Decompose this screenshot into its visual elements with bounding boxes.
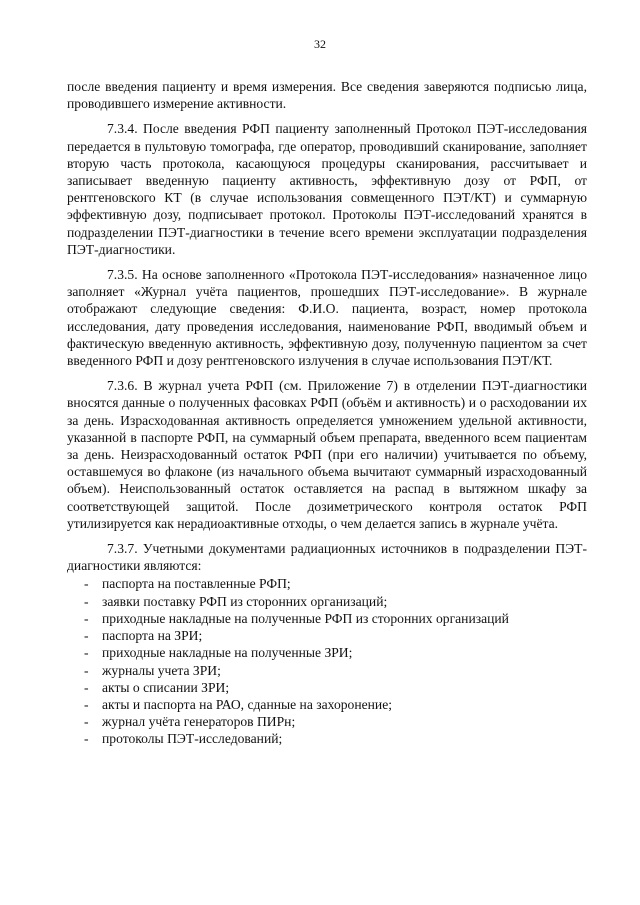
paragraph-7-3-4: 7.3.4. После введения РФП пациенту заполненный Протокол ПЭТ-исследования передается в пультовую томографа, где оператор, проводивший сканирование, заполняет вторую часть протокола, касающуюся процедуры сканирования, рассчитывает и записывает введенную пациенту активность, эффективную дозу от РФП, от рентгеновского КТ (в случае использования совмещенного ПЭТ/КТ) и суммарную эффективную дозу, подписывает протокол. Протоколы ПЭТ-исследований хранятся в подразделении ПЭТ-диагностики в течение всего времени эксплуатации подразделения ПЭТ-диагностики. xyxy=(67,121,587,257)
list-dash: - xyxy=(84,731,89,747)
list-item xyxy=(67,662,587,679)
list-item xyxy=(67,610,587,627)
list-item-text: приходные накладные на полученные РФП из сторонних организаций xyxy=(102,610,509,626)
list-item xyxy=(67,627,587,644)
list-item-text: паспорта на ЗРИ; xyxy=(102,628,203,644)
list-item-text: паспорта на поставленные РФП; xyxy=(102,576,291,592)
list-item-text: акты и паспорта на РАО, сданные на захоронение; xyxy=(102,696,393,712)
list-item-text: журналы учета ЗРИ; xyxy=(102,662,221,678)
list-item-text: протоколы ПЭТ-исследований; xyxy=(102,731,283,747)
list-item xyxy=(67,575,587,592)
list-item-text: акты о списании ЗРИ; xyxy=(102,679,230,695)
list-item-text: приходные накладные на полученные ЗРИ; xyxy=(102,645,353,661)
paragraph-7-3-7: 7.3.7. Учетными документами радиационных источников в подразделении ПЭТ-диагностики являются: xyxy=(67,541,587,574)
document-body xyxy=(67,78,587,748)
list-dash: - xyxy=(84,696,89,712)
list-item xyxy=(67,593,587,610)
list-dash: - xyxy=(84,714,89,730)
list-dash: - xyxy=(84,593,89,609)
paragraph-7-3-6: 7.3.6. В журнал учета РФП (см. Приложение 7) в отделении ПЭТ-диагностики вносятся данные о полученных фасовках РФП (объём и активность) и о расходовании их за день. Израсходованная активность определяется умножением удельной активности, указанной в паспорте РФП, на суммарный объем препарата, введенного всем пациентам за день. Неизрасходованный остаток РФП (при его наличии) учитывается по объему, оставшемуся во флаконе (из начального объема вычитают суммарный израсходованный объем). Неиспользованный остаток оставляется на распад в вытяжном шкафу за соответствующей защитой. После дозиметрического контроля остаток РФП утилизируется как нерадиоактивные отходы, о чем делается запись в журнале учёта. xyxy=(67,378,587,531)
list-item xyxy=(67,696,587,713)
list-dash: - xyxy=(84,610,89,626)
list-item xyxy=(67,644,587,661)
list-dash: - xyxy=(84,679,89,695)
list-item-text: журнал учёта генераторов ПИРн; xyxy=(102,714,296,730)
list-item xyxy=(67,679,587,696)
list-item xyxy=(67,713,587,730)
list-dash: - xyxy=(84,576,89,592)
list-item-text: заявки поставку РФП из сторонних организаций; xyxy=(102,593,388,609)
list-dash: - xyxy=(84,662,89,678)
list-dash: - xyxy=(84,628,89,644)
list-dash: - xyxy=(84,645,89,661)
page-number: 32 xyxy=(314,37,326,51)
list-item xyxy=(67,730,587,747)
paragraph-7-3-5: 7.3.5. На основе заполненного «Протокола ПЭТ-исследования» назначенное лицо заполняет «Журнал учёта пациентов, прошедших ПЭТ-исследование». В журнале отображают следующие сведения: Ф.И.О. пациента, возраст, номер протокола исследования, дату проведения исследования, наименование РФП, вводимый объем и фактическую введенную активность, эффективную дозу, полученную пациентом за счет введенного РФП и дозу рентгеновского излучения в случае использования ПЭТ/КТ. xyxy=(67,267,587,369)
documents-list xyxy=(67,575,587,747)
paragraph-continuation: после введения пациенту и время измерения. Все сведения заверяются подписью лица, проводившего измерение активности. xyxy=(67,79,587,112)
